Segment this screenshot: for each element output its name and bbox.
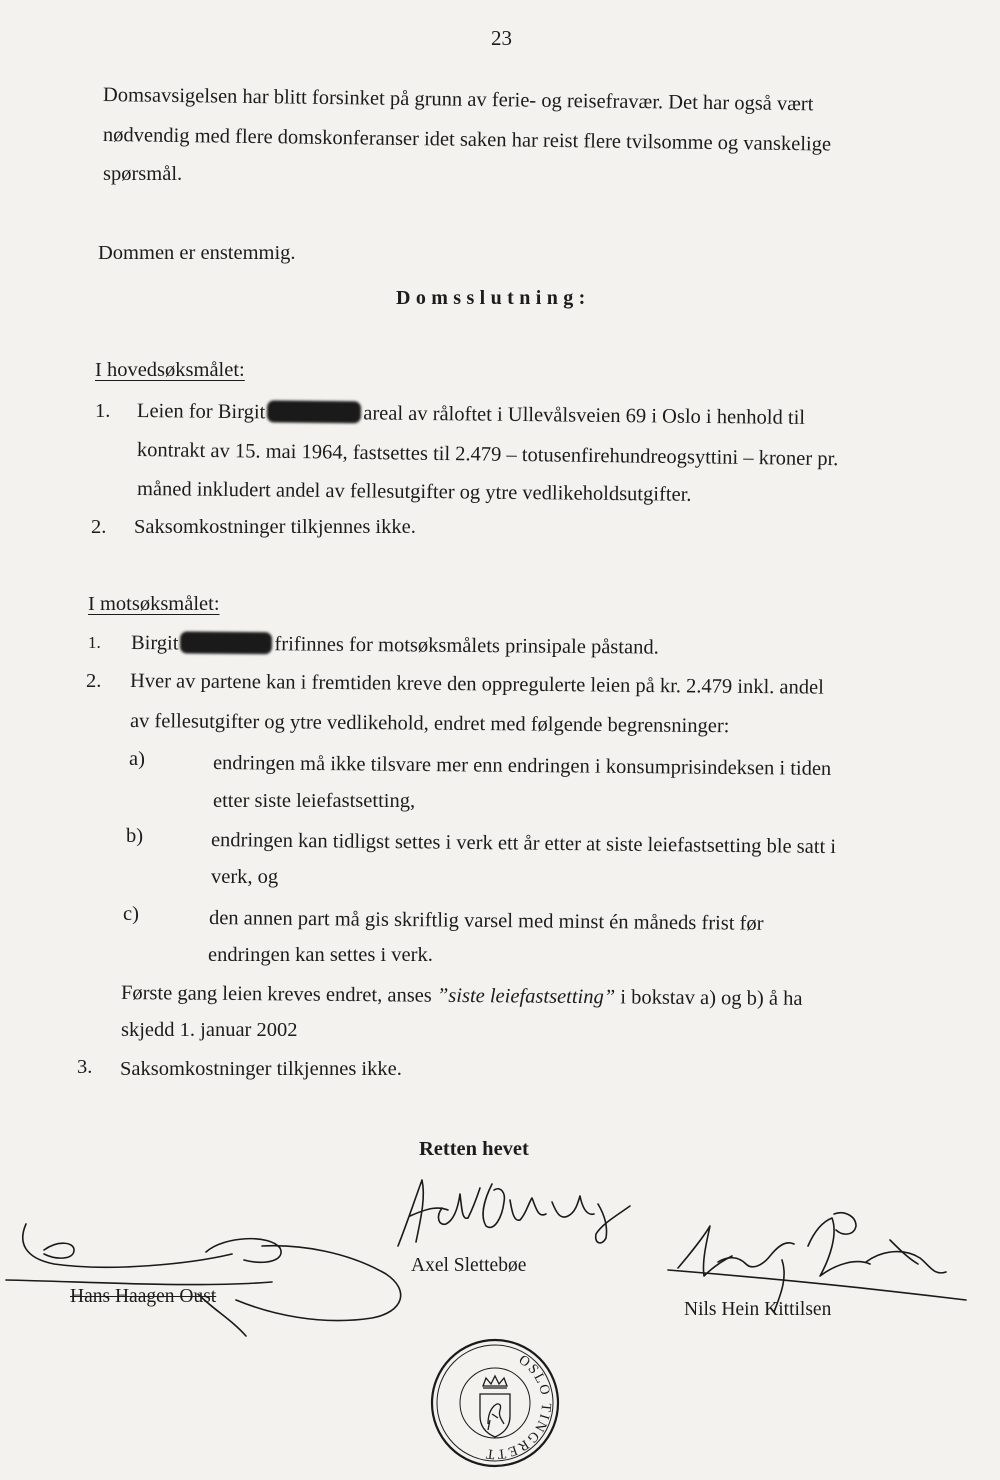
counter-item-2-line-1: Hver av partene kan i fremtiden kreve den oppregulerte leien på kr. 2.479 inkl. andel [129, 670, 824, 699]
signatory-name-1: Axel Slettebøe [411, 1255, 527, 1276]
counter-item-2-number: 2. [86, 670, 102, 692]
signature-scribble [0, 1218, 420, 1343]
main-item-1-number: 1. [95, 400, 111, 422]
court-adjourned: Retten hevet [419, 1138, 529, 1160]
coat-of-arms-icon [480, 1376, 510, 1437]
counter-item-1-number: 1. [88, 633, 101, 652]
signatory-name-3: Nils Hein Kittilsen [684, 1299, 832, 1320]
main-item-1-text-b: areal av råloftet i Ullevålsveien 69 i Oslo i henhold til [363, 402, 806, 429]
sub-c-line-2: endringen kan settes i verk. [208, 944, 433, 966]
sub-b-label: b) [126, 825, 144, 847]
note-quote: ”siste leiefastsetting” [436, 984, 616, 1009]
main-item-1-line-3: måned inkludert andel av fellesutgifter og ytre vedlikeholdsutgifter. [136, 478, 692, 506]
counter-item-1-text-b: frifinnes for motsøksmålets prinsipale påstand. [274, 633, 659, 659]
note-text-b: i bokstav a) og b) å ha [620, 986, 803, 1010]
court-seal [428, 1336, 562, 1470]
sub-a-line-1: endringen må ikke tilsvare mer enn endringen i konsumprisindeksen i tiden [212, 752, 832, 780]
redacted-name [180, 631, 272, 654]
sub-b-line-1: endringen kan tidligst settes i verk ett år etter at siste leiefastsetting ble satt i [210, 829, 837, 859]
counter-item-1-text-a: Birgit [130, 632, 179, 655]
note-line-1 [121, 982, 803, 1011]
main-item-1-text-a: Leien for Birgit [136, 400, 266, 424]
main-item-1-line-2: kontrakt av 15. mai 1964, fastsettes til 2.479 – totusenfirehundreogsyttini – kroner pr. [136, 439, 839, 471]
sub-c-label: c) [123, 903, 139, 925]
main-item-1-line-1 [137, 399, 805, 430]
redacted-name [267, 400, 361, 423]
main-item-2-text: Saksomkostninger tilkjennes ikke. [134, 516, 416, 538]
sub-b-line-2: verk, og [211, 866, 279, 888]
sub-a-line-2: etter siste leiefastsetting, [213, 790, 416, 812]
conclusion-heading: Domsslutning: [396, 287, 591, 309]
main-item-2-number: 2. [91, 516, 107, 538]
seal-text: OSLO TINGRETT [483, 1352, 554, 1462]
counter-item-2-line-2: av fellesutgifter og ytre vedlikehold, endret med følgende begrensninger: [129, 710, 730, 738]
intro-line-1: Domsavsigelsen har blitt forsinket på grunn av ferie- og reisefravær. Det har også vært [102, 84, 814, 116]
counter-item-1-line [131, 631, 659, 660]
counter-item-3-text: Saksomkostninger tilkjennes ikke. [120, 1058, 402, 1080]
intro-line-3: spørsmål. [103, 163, 183, 185]
main-case-title: I hovedsøksmålet: [95, 359, 245, 381]
note-line-2: skjedd 1. januar 2002 [121, 1019, 298, 1041]
intro-line-2: nødvendig med flere domskonferanser idet saken har reist flere tvilsomme og vanskelige [102, 124, 832, 156]
counter-item-3-number: 3. [77, 1056, 93, 1078]
unanimous-statement: Dommen er enstemmig. [98, 242, 296, 264]
sub-c-line-1: den annen part må gis skriftlig varsel med minst én måneds frist før [208, 907, 764, 935]
signatory-name-2: Hans Haagen Oust [70, 1286, 217, 1307]
counter-case-title: I motsøksmålet: [88, 593, 220, 615]
page-number: 23 [491, 26, 512, 50]
sub-a-label: a) [129, 748, 145, 770]
note-text-a: Første gang leien kreves endret, anses [120, 982, 432, 1007]
